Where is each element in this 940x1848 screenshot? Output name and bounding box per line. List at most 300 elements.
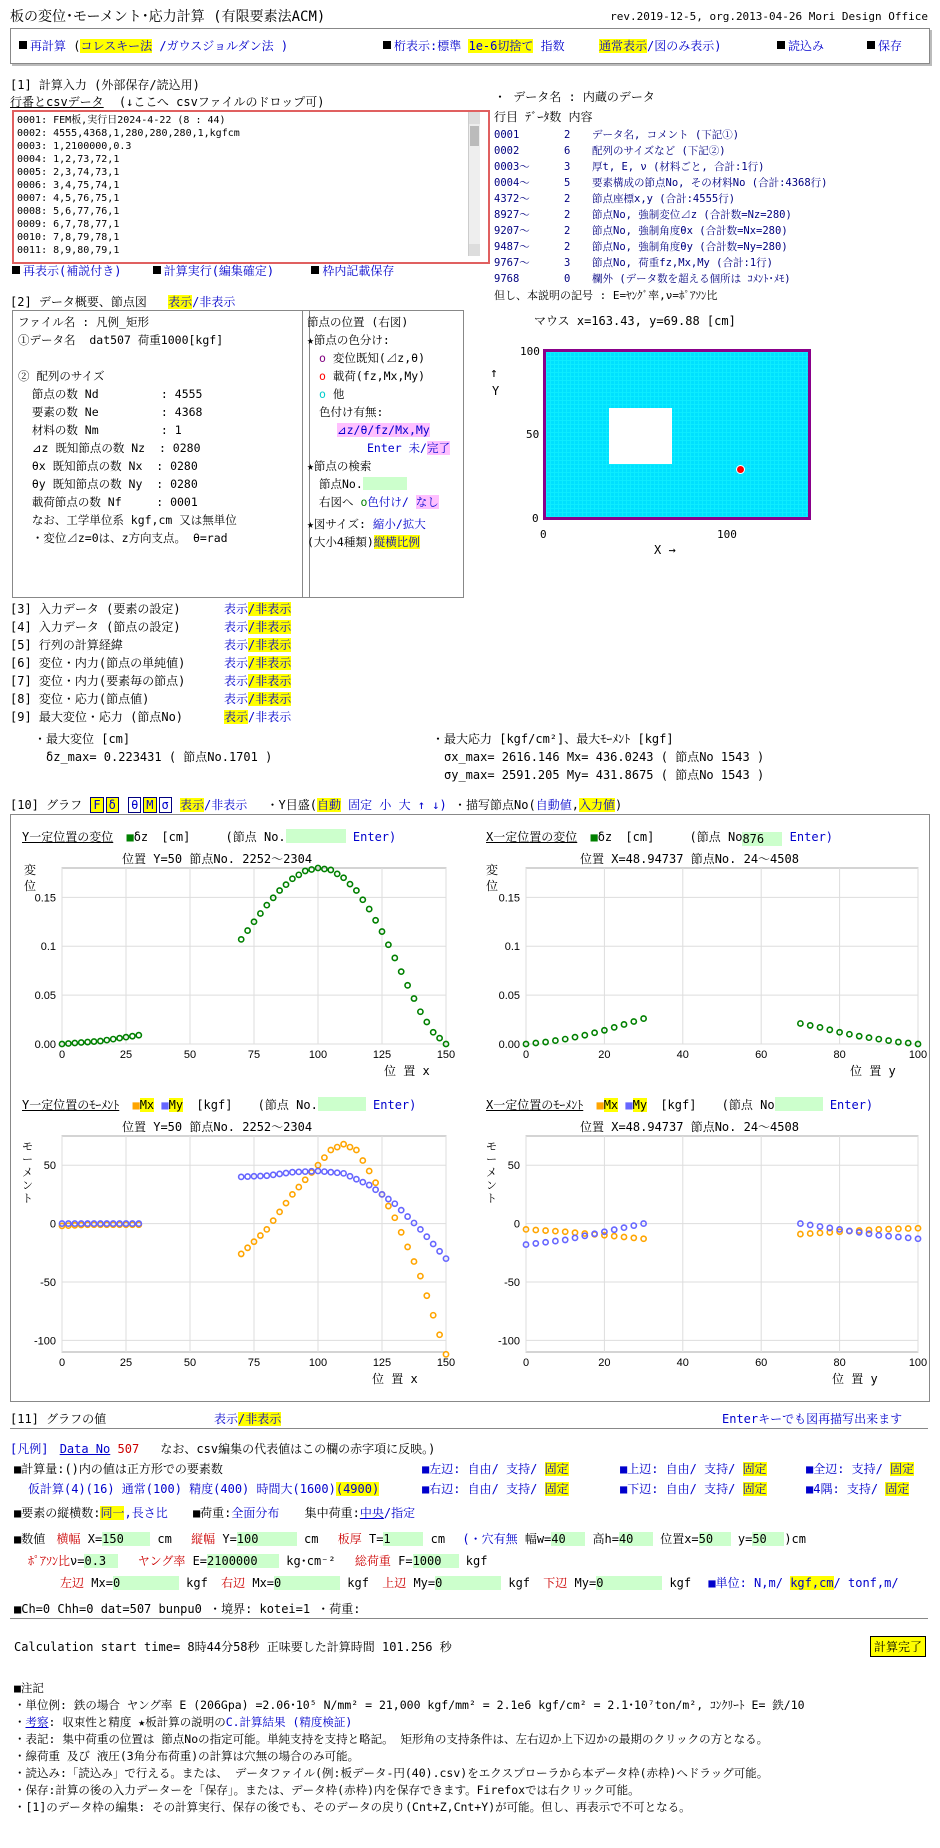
notes-title: ■注記 [14,1681,44,1695]
unit-selected[interactable]: kgf,cm [790,1576,834,1590]
redisplay-label: 再表示(補説付き) [23,264,122,278]
height-label: 縦幅 [191,1532,216,1546]
total-load-input[interactable]: 1000 [413,1554,459,1568]
section-label: [6] 変位・内力(節点の単純値) [10,656,186,670]
kgf-unit: kgf [347,1576,369,1590]
density-ratio[interactable]: ,長さ比 [124,1506,168,1520]
section-show[interactable]: 表示 [224,692,249,706]
y-tick-label: -50 [504,1276,520,1289]
chart1-node-label: (節点 No. [225,830,286,844]
data-info-cell: 6 [564,145,571,157]
y-tick-label: 0.00 [498,1039,520,1051]
graph-show[interactable]: 表示 [180,798,205,812]
digit-label: 桁表示:標準 [394,39,462,53]
hole-label[interactable]: (・穴有無 [462,1532,518,1546]
view-normal-option[interactable]: 通常表示 [599,39,648,53]
data-info-header: 行目 ﾃﾞｰﾀ数 内容 [494,110,593,124]
chart3-unit: [kgf] [196,1098,233,1112]
enter-note: Enterキーでも図再描写出来ます [722,1412,903,1426]
summary-line: 載荷節点の数 Nf : 0001 [18,495,198,509]
y-tick-label: -100 [33,1335,56,1348]
data-info-cell: 9487～ [494,241,530,253]
ygrid-label: ・Y目盛( [266,798,317,812]
color-opt-toggle[interactable]: ⊿z/θ/fz/Mx,My [337,423,430,437]
size-option[interactable]: 縮小/拡大 [372,517,426,531]
chart3-ylabel: モーメント [22,1140,33,1205]
y-tick-label: 0 [49,1218,56,1231]
density-same[interactable]: 同一 [100,1506,125,1520]
draw-node-label: ・描写節点No( [454,798,536,812]
section-hide[interactable]: /非表示 [248,620,292,634]
data-info-cell: 0002 [494,145,520,157]
s2-show: 表示 [168,295,193,309]
x-tick-label: 0 [58,1357,66,1369]
bottom-my-label: My= [574,1576,597,1590]
chart1-title: Y一定位置の変位 [22,830,114,844]
draw-auto[interactable]: 自動値 [535,798,572,812]
x-tick-label: 0 [58,1049,66,1061]
corner-fix[interactable]: 固定 [885,1482,910,1496]
section-hide[interactable]: /非表示 [248,674,292,688]
load-label: 読込み [788,39,825,53]
all-edge-fix[interactable]: 固定 [890,1462,915,1476]
graph-delta-button[interactable]: δ [106,797,119,813]
summary-line: ファイル名 : 凡例_矩形 [18,315,149,329]
legend-note: なお、csv編集の代表値はこの欄の赤字項に反映。) [160,1442,436,1456]
cholesky-option[interactable]: コレスキー法 [80,39,153,53]
section-hide[interactable]: /非表示 [248,656,292,670]
graph-m-button[interactable]: M [143,797,156,813]
search-node-label: 節点No. [319,477,363,491]
x-tick-label: 150 [436,1357,456,1369]
top-edge-options[interactable]: ■上辺: 自由/ 支持/ [620,1462,743,1476]
conc-center[interactable]: 中央 [359,1506,384,1520]
x-tick-label: 75 [247,1049,261,1061]
section-show[interactable]: 表示 [224,674,249,688]
ygrid-auto[interactable]: 自動 [316,798,341,812]
note-consider-link[interactable]: 考察 [25,1715,49,1729]
data-info-cell: 2 [564,225,571,237]
section2-heading: [2] データ概要、節点図 [10,295,147,309]
legend-mx-icon: ■ [132,1098,140,1112]
x-tick-label: 0 [522,1049,530,1061]
status-line: ■Ch=0 Chh=0 dat=507 bunpu0 ・境界: kotei=1 ・荷重: [14,1602,361,1616]
left-edge-fix[interactable]: 固定 [544,1462,569,1476]
fig-x-label: X → [654,543,676,557]
note-notation2: ・線荷重 及び 液圧(3角分布荷重)の計算は穴無の場合のみ可能。 [14,1749,360,1763]
section-hide[interactable]: /非表示 [248,710,292,724]
left-edge-options[interactable]: ■左辺: 自由/ 支持/ [422,1462,545,1476]
x-tick-label: 125 [372,1049,392,1061]
data-info-cell: 2 [564,209,571,221]
data-info-cell: 0004～ [494,177,530,189]
section-show[interactable]: 表示 [224,638,249,652]
section-hide[interactable]: /非表示 [248,602,292,616]
x-tick-label: 20 [598,1049,611,1061]
max-disp-value: δz_max= 0.223431 ( 節点No.1701 ) [46,750,273,764]
sep: / [159,39,167,53]
section-show[interactable]: 表示 [224,620,249,634]
pos-y-input[interactable]: 50 [752,1532,784,1546]
enter-label[interactable]: Enter 未/ [367,441,427,455]
section-label: [8] 変位・応力(節点値) [10,692,150,706]
section-label: [4] 入力データ (節点の設定) [10,620,181,634]
draw-sep: , [571,798,579,812]
y-tick-label: 0.05 [498,990,520,1003]
bottom-edge-options[interactable]: ■下辺: 自由/ 支持/ [620,1482,743,1496]
color-button[interactable]: 色付け/ [367,495,409,509]
summary-line: なお、工学単位系 kgf,cm 又は無単位 [18,513,237,527]
color-known-label: 変位既知(⊿z,θ) [332,351,425,365]
bottom-my-input[interactable]: 0 [596,1576,662,1590]
color-other-label: 他 [332,387,345,401]
cm-unit: cm [430,1532,446,1546]
top-my-label: My= [413,1576,436,1590]
purple-dot-icon: o [319,351,326,365]
density-label: ■要素の縦横数: [14,1506,101,1520]
legend-square-icon: ■ [126,830,134,844]
search-title: ★節点の検索 [307,459,372,473]
pos-y-label: y= [737,1532,753,1546]
y-tick-label: 50 [507,1160,520,1173]
y-tick-label: 0.1 [504,941,520,954]
conc-specify[interactable]: /指定 [383,1506,416,1520]
kgf-unit: kgf [465,1554,488,1568]
chart1-legend: δz [133,830,149,844]
load-type[interactable]: 全面分布 [231,1506,280,1520]
csv-line[interactable]: 0006: 3,4,75,74,1 [17,180,120,191]
note-result-link[interactable]: C.計算結果 (精度検証) [225,1715,353,1729]
data-info-cell: 3 [564,161,571,173]
chart1-unit: [cm] [161,830,191,844]
graph-f-button[interactable]: F [90,797,103,813]
exec-label: 計算実行(編集確定) [163,264,275,278]
hole-w-input[interactable]: 40 [551,1532,585,1546]
digit-truncate-option[interactable]: 1e-6切捨て [468,39,534,53]
calc-amount-options[interactable]: 仮計算(4)(16) 通常(100) 精度(400) 時間大(1600) [28,1482,336,1496]
summary-line: θy 既知節点の数 Ny : 0280 [18,477,198,491]
s2-hide: /非表示 [192,295,236,309]
section-show[interactable]: 表示 [224,656,249,670]
data-info-cell: 配列のサイズなど (下記②) [592,145,726,157]
section-hide[interactable]: /非表示 [248,638,292,652]
s11-hide: /非表示 [238,1412,282,1426]
none-button[interactable]: なし [415,495,439,509]
s11-show: 表示 [214,1412,239,1426]
y-tick-label: 0 [513,1218,520,1231]
chart1-ylabel: 変 位 [24,863,37,893]
draw-close: ) [614,798,623,812]
csv-line[interactable]: 0001: FEM板,実行日2024-4-22 (8 : 44) [17,115,226,126]
data-info-cell: 節点No, 強制変位⊿z (合計数=Nz=280) [592,209,792,221]
graph-hide[interactable]: /非表示 [204,798,248,812]
calc-amount-label: ■計算量:()内の値は正方形での要素数 [14,1462,223,1476]
unit-options[interactable]: ■単位: N,m/ [708,1576,791,1590]
data-name-line: ・ データ名 : 内蔵のデータ [494,90,655,104]
fig-ytick-0: 0 [532,512,539,525]
enter-done[interactable]: 完了 [426,441,450,455]
corner-options[interactable]: ■4隅: 支持/ [806,1482,886,1496]
legend-mx-icon: ■ [596,1098,604,1112]
x-tick-label: 50 [183,1049,197,1061]
chart4-node-label: (節点 No [721,1098,775,1112]
chart2-ylabel: 変 位 [486,863,499,893]
right-edge-options[interactable]: ■右辺: 自由/ 支持/ [422,1482,545,1496]
chart4-unit: [kgf] [660,1098,697,1112]
s11-toggle[interactable] [214,1410,281,1427]
left-mx-label: Mx= [91,1576,113,1590]
ygrid-options[interactable]: 固定 小 大 ↑ ↓) [340,798,447,812]
csv-line[interactable]: 0003: 1,2100000,0.3 [17,141,132,152]
chart4-enter[interactable]: Enter) [829,1098,874,1112]
chart2-enter[interactable]: Enter) [789,830,834,844]
csv-line[interactable]: 0010: 7,8,79,78,1 [17,232,120,243]
csv-line[interactable]: 0007: 4,5,76,75,1 [17,193,120,204]
max-stress-title: ・最大応力 [kgf/cm²]、最大ﾓｰﾒﾝﾄ [kgf] [432,732,674,746]
section-hide[interactable]: /非表示 [248,692,292,706]
chart1-sub: 位置 Y=50 節点No. 2252～2304 [122,852,313,866]
chart4-sub: 位置 X=48.94737 節点No. 24～4508 [580,1120,799,1134]
max-disp-title: ・最大変位 [cm] [34,732,131,746]
pos-x-label: 位置x= [660,1532,699,1546]
data-info-cell: 5 [564,177,571,189]
chart4-title: X一定位置のﾓｰﾒﾝﾄ [486,1098,584,1112]
fig-ytick-50: 50 [526,428,540,441]
data-info-cell: 0001 [494,129,520,141]
note-bullet: ・ [14,1715,26,1729]
chart2-node-input[interactable]: 876 [742,832,782,846]
chart4-xlabel: 位 置 y [832,1372,878,1386]
calc-time: Calculation start time= 8時44分58秒 正味要した計算時間 101.256 秒 [14,1640,452,1654]
note-units: ・単位例: 鉄の場合 ヤング率 E (206Gpa) =2.06･10⁵ N/mm² = 21,000 kgf/mm² = 2.1e6 kgf/cm² = 2.1･10⁷ton/m², ｺﾝｸﾘｰﾄ E= 鉄/10 [14,1698,805,1712]
gauss-option[interactable]: ガウスジョルダン法 ) [166,39,289,53]
data-info-cell: 3 [564,257,571,269]
total-f-label: F= [398,1554,413,1568]
csv-line[interactable]: 0004: 1,2,73,72,1 [17,154,120,165]
frame-save-label: 枠内記載保存 [322,264,395,278]
section-label: [9] 最大変位・応力 (節点No) [10,710,184,724]
right-edge-fix[interactable]: 固定 [544,1482,569,1496]
width-input[interactable]: 150 [102,1532,150,1546]
y-arrow-icon: ↑ [490,366,498,381]
fig-xtick-0: 0 [540,528,547,541]
kgf-unit: kgf [508,1576,531,1590]
legend-square-icon: ■ [590,830,598,844]
section-show[interactable]: 表示 [224,602,249,616]
chart3-xlabel: 位 置 x [372,1372,418,1386]
digit-exp-option[interactable]: 指数 [540,39,565,53]
chart3-title: Y一定位置のﾓｰﾒﾝﾄ [22,1098,120,1112]
x-tick-label: 150 [436,1049,456,1061]
color-load-label: 載荷(fz,Mx,My) [332,369,426,383]
top-edge-fix[interactable]: 固定 [742,1462,767,1476]
divider [10,1618,928,1619]
pos-unit: )cm [784,1532,807,1546]
x-tick-label: 40 [676,1357,689,1369]
divider [10,1428,928,1429]
y-tick-label: 0.00 [34,1039,56,1051]
max-sx-value: σx_max= 2616.146 Mx= 436.0243 ( 節点No 1543 ) [444,750,765,764]
all-edge-options[interactable]: ■全辺: 支持/ [806,1462,891,1476]
chart-plot-area [526,1136,918,1352]
legend-my-icon: ■ [161,1098,169,1112]
data-info-cell: 2 [564,129,571,141]
data-info-cell: 2 [564,241,571,253]
graph-theta-button[interactable]: θ [128,797,141,813]
green-dot-icon: o [360,495,368,509]
poisson-input[interactable]: 0.3 [84,1554,118,1568]
summary-line: ・変位⊿z=0は、z方向支点。 θ=rad [18,531,228,545]
data-info-cell: 節点座標x,y (合計:4555行) [592,193,736,205]
data-info-cell: 9767～ [494,257,530,269]
chart2-title: X一定位置の変位 [486,830,578,844]
graph-sigma-button[interactable]: σ [159,797,172,813]
csv-line[interactable]: 0008: 5,6,77,76,1 [17,206,120,217]
csv-drop-hint: (↓ここへ csvファイルのドロップ可) [118,95,325,109]
conc-label: 集中荷重: [304,1506,360,1520]
x-tick-label: 0 [522,1357,530,1369]
chart2-unit: [cm] [625,830,655,844]
color-opt-label: 色付け有無: [319,405,384,419]
chart1-enter[interactable]: Enter) [352,830,397,844]
chart2-legend: δz [597,830,613,844]
section-show[interactable]: 表示 [224,710,249,724]
x-tick-label: 25 [119,1049,133,1061]
note-notation: ・表記: 集中荷重の位置は 節点Noの指定可能。単純支持を支持と略記。 矩形角の支持条件は、左右辺か上下辺かの最期のクリックの方となる。 [14,1732,769,1746]
csv-line[interactable]: 0009: 6,7,78,77,1 [17,219,120,230]
y-tick-label: 0.15 [498,892,520,905]
young-input[interactable]: 2100000 [207,1554,279,1568]
x-tick-label: 75 [247,1357,261,1369]
x-tick-label: 20 [598,1357,611,1369]
aspect-button[interactable]: 縦横比例 [373,535,420,549]
csv-line[interactable]: 0002: 4555,4368,1,280,280,280,1,kgfcm [17,128,240,139]
unit-other[interactable]: / tonf,m/ [833,1576,899,1590]
chart3-legend-my: My [168,1098,184,1112]
x-tick-label: 100 [308,1357,328,1369]
load-label: ■荷重: [192,1506,232,1520]
bottom-edge-fix[interactable]: 固定 [742,1482,767,1496]
red-dot-icon: o [319,369,326,383]
csv-line[interactable]: 0011: 8,9,80,79,1 [17,245,120,256]
data-no-label: Data No [59,1442,111,1456]
poisson-label: ﾎﾟｱｿﾝ比 [28,1554,71,1568]
legend-my-icon: ■ [625,1098,633,1112]
hole-h-input[interactable]: 40 [619,1532,653,1546]
kgf-unit: kgf [669,1576,692,1590]
fig-y-label: Y [492,384,500,398]
top-moment-label: 上辺 [382,1576,407,1590]
young-label: ヤング率 [137,1554,186,1568]
section-label: [7] 変位・内力(要素毎の節点) [10,674,186,688]
x-tick-label: 100 [908,1357,928,1369]
thickness-t-label: T= [368,1532,384,1546]
calc-done-button[interactable]: 計算完了 [870,1636,926,1657]
chart-plot-area [526,868,918,1044]
y-tick-label: -100 [497,1335,520,1348]
summary-line: 節点の数 Nd : 4555 [18,387,203,401]
cm-unit: cm [304,1532,319,1546]
summary-line: ①データ名 dat507 荷重1000[kgf] [18,333,224,347]
y-tick-label: -50 [40,1276,56,1289]
data-info-cell: 欄外 (データ数を超える個所は ｺﾒﾝﾄ･ﾒﾓ) [592,273,791,285]
data-no-value: 507 [117,1442,140,1456]
chart4-legend-my: My [632,1098,648,1112]
chart3-enter[interactable]: Enter) [373,1098,417,1112]
csv-line[interactable]: 0005: 2,3,74,73,1 [17,167,120,178]
poisson-nu-label: ν= [70,1554,85,1568]
total-load-label: 総荷重 [354,1554,391,1568]
x-tick-label: 125 [372,1357,392,1369]
chart1-xlabel: 位 置 x [384,1064,430,1078]
cyan-dot-icon: o [319,387,326,401]
right-mx-label: Mx= [252,1576,275,1590]
x-tick-label: 80 [833,1049,846,1061]
summary-line: θx 既知節点の数 Nx : 0280 [18,459,198,473]
legend-bracket: [凡例] [10,1442,49,1456]
data-info-cell: 節点No, 強制角度θx (合計数=Nx=280) [592,225,788,237]
chart3-legend-mx: Mx [139,1098,155,1112]
section1-heading: [1] 計算入力 (外部保存/読込用) [10,78,200,92]
note-save: ・保存:計算の後の入力データーを「保存」。または、データ枠(赤枠)内を保存できます。Firefoxでは右クリック可能。 [14,1783,640,1797]
data-info-cell: 0003～ [494,161,530,173]
y-tick-label: 50 [43,1160,56,1173]
x-tick-label: 100 [308,1049,328,1061]
data-info-cell: 8927～ [494,209,530,221]
view-fig-option[interactable]: /図のみ表示) [647,39,722,53]
thickness-input[interactable]: 1 [383,1532,423,1546]
summary-line: ② 配列のサイズ [18,369,105,383]
pos-x-input[interactable]: 50 [699,1532,731,1546]
left-moment-label: 左辺 [60,1576,85,1590]
data-info-cell: 4372～ [494,193,530,205]
section-label: [5] 行列の計算経緯 [10,638,123,652]
y-tick-label: 0.1 [40,941,56,954]
data-info-cell: 節点No, 強制角度θy (合計数=Ny=280) [592,241,788,253]
fig-ytick-100: 100 [520,345,540,358]
revision-info: rev.2019-12-5, org.2013-04-26 Mori Design Office [610,10,928,23]
section10-heading: [10] グラフ [10,798,83,812]
height-input[interactable]: 100 [237,1532,297,1546]
max-sy-value: σy_max= 2591.205 My= 431.8675 ( 節点No 1543 ) [444,768,765,782]
right-mx-input[interactable]: 0 [274,1576,340,1590]
height-y-label: Y= [222,1532,237,1546]
color-title: ★節点の色分け: [307,333,390,347]
cm-unit: cm [157,1532,172,1546]
summary-line: 材料の数 Nm : 1 [18,423,182,437]
width-label: 横幅 [56,1532,81,1546]
data-info-cell: 9207～ [494,225,530,237]
fig-xtick-100: 100 [717,528,737,541]
note-load: ・読込み:「読込み」で行える。または、 データファイル(例:板データ-円(40).csv)をエクスプローラから本データ枠(赤枠)へドラッグ可能。 [14,1766,769,1780]
y-tick-label: 0.05 [34,990,56,1003]
save-label: 保存 [878,39,903,53]
calc-amount-selected[interactable]: (4900) [335,1482,380,1496]
left-mx-input[interactable]: 0 [113,1576,179,1590]
x-tick-label: 100 [908,1049,928,1061]
chart3-node-label: (節点 No. [257,1098,318,1112]
section-label: [3] 入力データ (要素の設定) [10,602,181,616]
x-tick-label: 60 [755,1049,768,1061]
data-info-cell: 2 [564,193,571,205]
data-info-footer: 但し、本説明の記号 : E=ﾔﾝｸﾞ率,ν=ﾎﾟｱｿﾝ比 [494,289,718,302]
top-my-input[interactable]: 0 [435,1576,501,1590]
mouse-readout: マウス x=163.43, y=69.88 [cm] [534,314,736,328]
draw-input[interactable]: 入力値 [578,798,615,812]
data-info-cell: 厚t, E, ν (材料ごと, 合計:1行) [592,161,765,173]
width-x-label: X= [87,1532,103,1546]
right-moment-label: 右辺 [221,1576,246,1590]
